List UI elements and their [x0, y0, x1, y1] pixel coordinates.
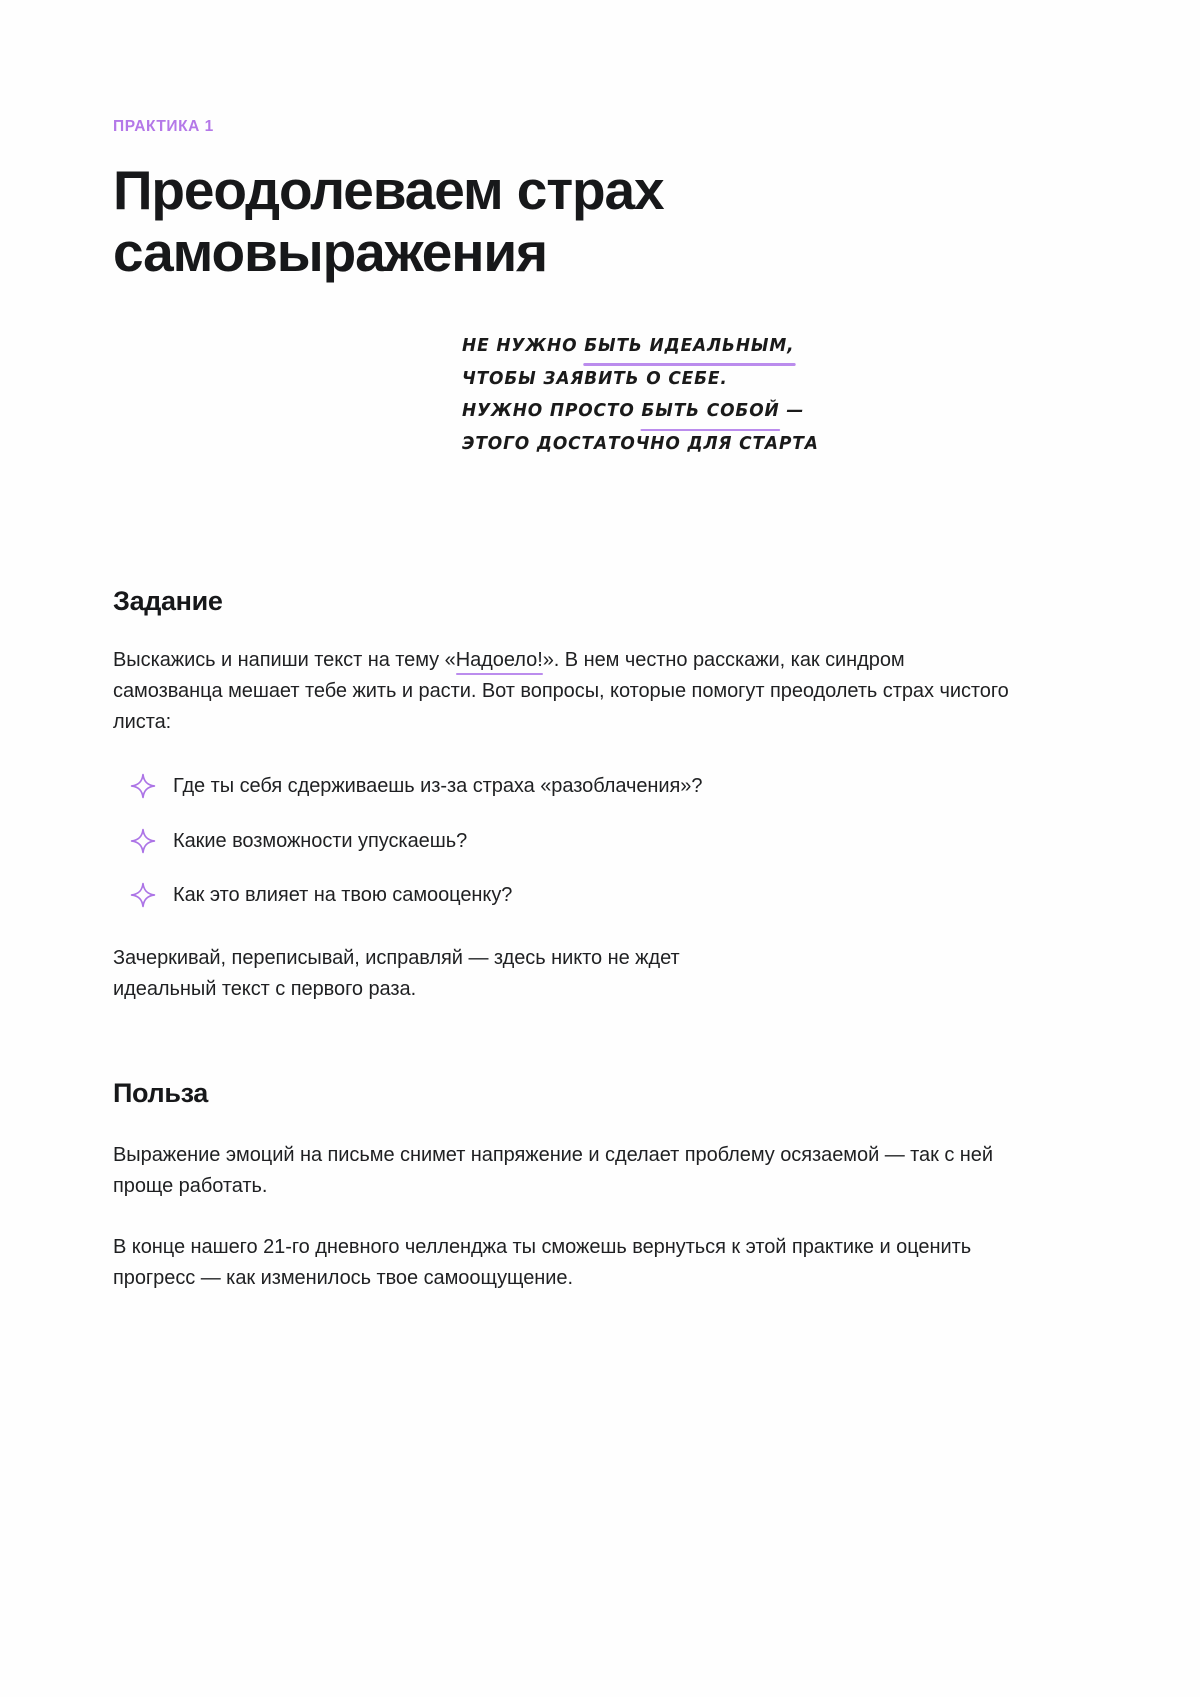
benefit-section-title: Польза: [113, 1078, 208, 1109]
quote-line: [462, 428, 889, 461]
task-intro-before: Выскажись и напиши текст на тему «: [113, 649, 456, 672]
quote-line-underlined: БЫТЬ ИДЕАЛЬНЫМ,: [584, 330, 794, 363]
quote-line: [462, 363, 889, 396]
quote-line-after: —: [779, 401, 805, 422]
task-intro-after: ». В нем честно расскажи, как синдром самозванца мешает тебе жить и расти. Вот вопросы, которые помогут преодолеть страх чистого листа:: [113, 649, 1009, 734]
list-item-label: Где ты себя сдерживаешь из-за страха «разоблачения»?: [173, 775, 703, 798]
quote-line: [462, 330, 889, 363]
page-title-line-2: самовыражения: [113, 220, 548, 283]
list-item: [113, 827, 1043, 855]
quote-line-before: ЧТОБЫ ЗАЯВИТЬ О СЕБЕ.: [462, 368, 728, 389]
quote-line-before: НЕ НУЖНО: [462, 336, 585, 356]
quote-line-before: ЭТОГО ДОСТАТОЧНО ДЛЯ СТАРТА: [462, 434, 819, 455]
list-item-label: Как это влияет на твою самооценку?: [173, 884, 513, 907]
task-question-list: [113, 772, 1043, 909]
task-section: [113, 585, 1043, 1006]
sparkle-icon: [130, 828, 156, 854]
sparkle-icon: [130, 882, 156, 908]
page-title-line-1: Преодолеваем страх: [113, 158, 664, 221]
quote-line: [462, 395, 889, 428]
quote-line-before: НУЖНО ПРОСТО: [462, 401, 642, 422]
task-intro-paragraph: [113, 645, 1018, 738]
quote-line-underlined: БЫТЬ СОБОЙ: [641, 395, 779, 428]
list-item-label: Какие возможности упускаешь?: [173, 829, 468, 852]
benefit-paragraph-1: Выражение эмоций на письме снимет напряжение и сделает проблему осязаемой — так с ней проще работать.: [113, 1143, 993, 1197]
page-content: [113, 0, 1043, 1314]
task-section-title: Задание: [113, 585, 223, 616]
benefit-section: [113, 1077, 1043, 1293]
sparkle-icon: [130, 773, 156, 799]
page-title: [113, 159, 873, 283]
task-intro-highlight: Надоело!: [456, 645, 543, 676]
task-closing-paragraph: Зачеркивай, переписывай, исправляй — здесь никто не ждет идеальный текст с первого раза.: [113, 947, 680, 1001]
practice-eyebrow-label: ПРАКТИКА 1: [113, 118, 214, 135]
list-item: [113, 881, 1043, 909]
handwritten-quote: [462, 330, 902, 461]
list-item: [113, 772, 1043, 800]
benefit-paragraph-2: В конце нашего 21-го дневного челленджа ты сможешь вернуться к этой практике и оценить прогресс — как изменилось твое самоощущение.: [113, 1235, 972, 1289]
